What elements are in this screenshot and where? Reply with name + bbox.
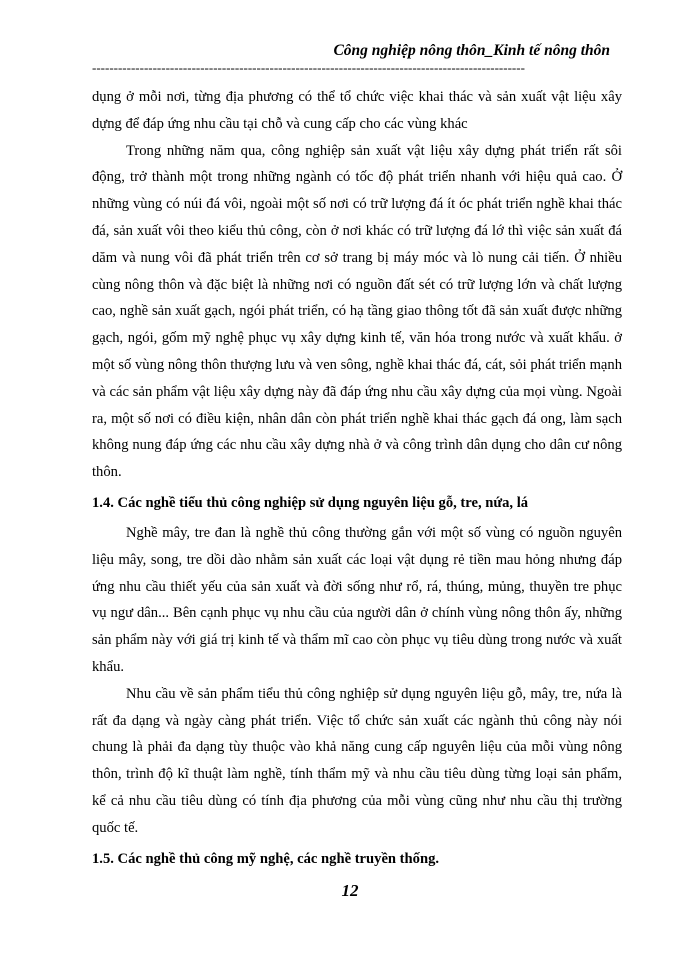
page-number: 12 <box>341 881 359 900</box>
paragraph-building-materials: Trong những năm qua, công nghiệp sản xuất vật liệu xây dựng phát triển rất sôi động, trở thành một trong những ngành có tốc độ phát triển nhanh với hiệu quả cao. Ở những vùng có núi đá vôi, ngoài một số nơi có trữ lượng đá ít óc phát triển nghề khai thác đá, sản xuất vôi theo kiểu thủ công, còn ở nơi khác có trữ lượng đá lớ thì việc sản xuất đá dăm và nung vôi đã phát triển trên cơ sở trang bị máy móc và lò nung cải tiến. Ở nhiều cùng nông thôn và đặc biệt là những nơi có nguồn đất sét có trữ lượng lớn và chất lượng cao, nghề sản xuất gạch, ngói phát triển, có hạ tầng giao thông tốt đã sản xuất được những gạch, ngói, gốm mỹ nghệ phục vụ xây dựng kinh tế, văn hóa trong nước và xuất khẩu. ở một số vùng nông thôn thượng lưu và ven sông, nghề khai thác đá, cát, sỏi phát triển mạnh và các sản phẩm vật liệu xây dựng này đã đáp ứng nhu cầu xây dựng của mọi vùng. Ngoài ra, một số nơi có điều kiện, nhân dân còn phát triển nghề khai thác gạch đá ong, làm sạch không nung đáp ứng các nhu cầu xây dựng nhà ở và công trình dân dụng cho dân cư nông thôn. <box>92 142 622 481</box>
running-header-title: Công nghiệp nông thôn_Kinh tế nông thôn <box>333 42 610 59</box>
paragraph-continuation: dụng ở mỗi nơi, từng địa phương có thể tổ chức việc khai thác và sản xuất vật liệu xây dựng để đáp ứng nhu cầu tại chỗ và cung cấp cho các vùng khác <box>92 89 622 132</box>
header-dashed-rule: ---------------------------------------------------------------------------------------------------- <box>92 60 525 75</box>
section-heading-1-5: 1.5. Các nghề thủ công mỹ nghệ, các nghề truyền thống. <box>92 850 440 867</box>
section-heading-1-4: 1.4. Các nghề tiểu thủ công nghiệp sử dụng nguyên liệu gỗ, tre, nứa, lá <box>92 494 529 511</box>
paragraph-rattan-bamboo: Nghề mây, tre đan là nghề thủ công thường gắn với một số vùng có nguồn nguyên liệu mây, song, tre dồi dào nhằm sản xuất các loại vật dụng rẻ tiền mau hỏng nhưng đáp ứng nhu cầu thiết yếu của sản xuất và đời sống như rổ, rá, thúng, mủng, thuyền tre phục vụ ngư dân... Bên cạnh phục vụ nhu cầu của người dân ở chính vùng nông thôn ấy, những sản phẩm này với giá trị kinh tế và thẩm mĩ cao còn phục vụ tiêu dùng trong nước và xuất khẩu. <box>92 524 622 675</box>
paragraph-demand: Nhu cầu về sản phẩm tiểu thủ công nghiệp sử dụng nguyên liệu gỗ, mây, tre, nứa là rất đa dạng và ngày càng phát triển. Việc tổ chức sản xuất các ngành thủ công này nói chung là phải đa dạng tùy thuộc vào khả năng cung cấp nguyên liệu của mỗi vùng nông thôn, trình độ kĩ thuật làm nghề, tính thẩm mỹ và nhu cầu tiêu dùng từng loại sản phẩm, kể cả nhu cầu tiêu dùng có tính địa phương của mỗi vùng cũng như nhu cầu thị trường quốc tế. <box>92 685 622 836</box>
page-body <box>92 84 622 876</box>
